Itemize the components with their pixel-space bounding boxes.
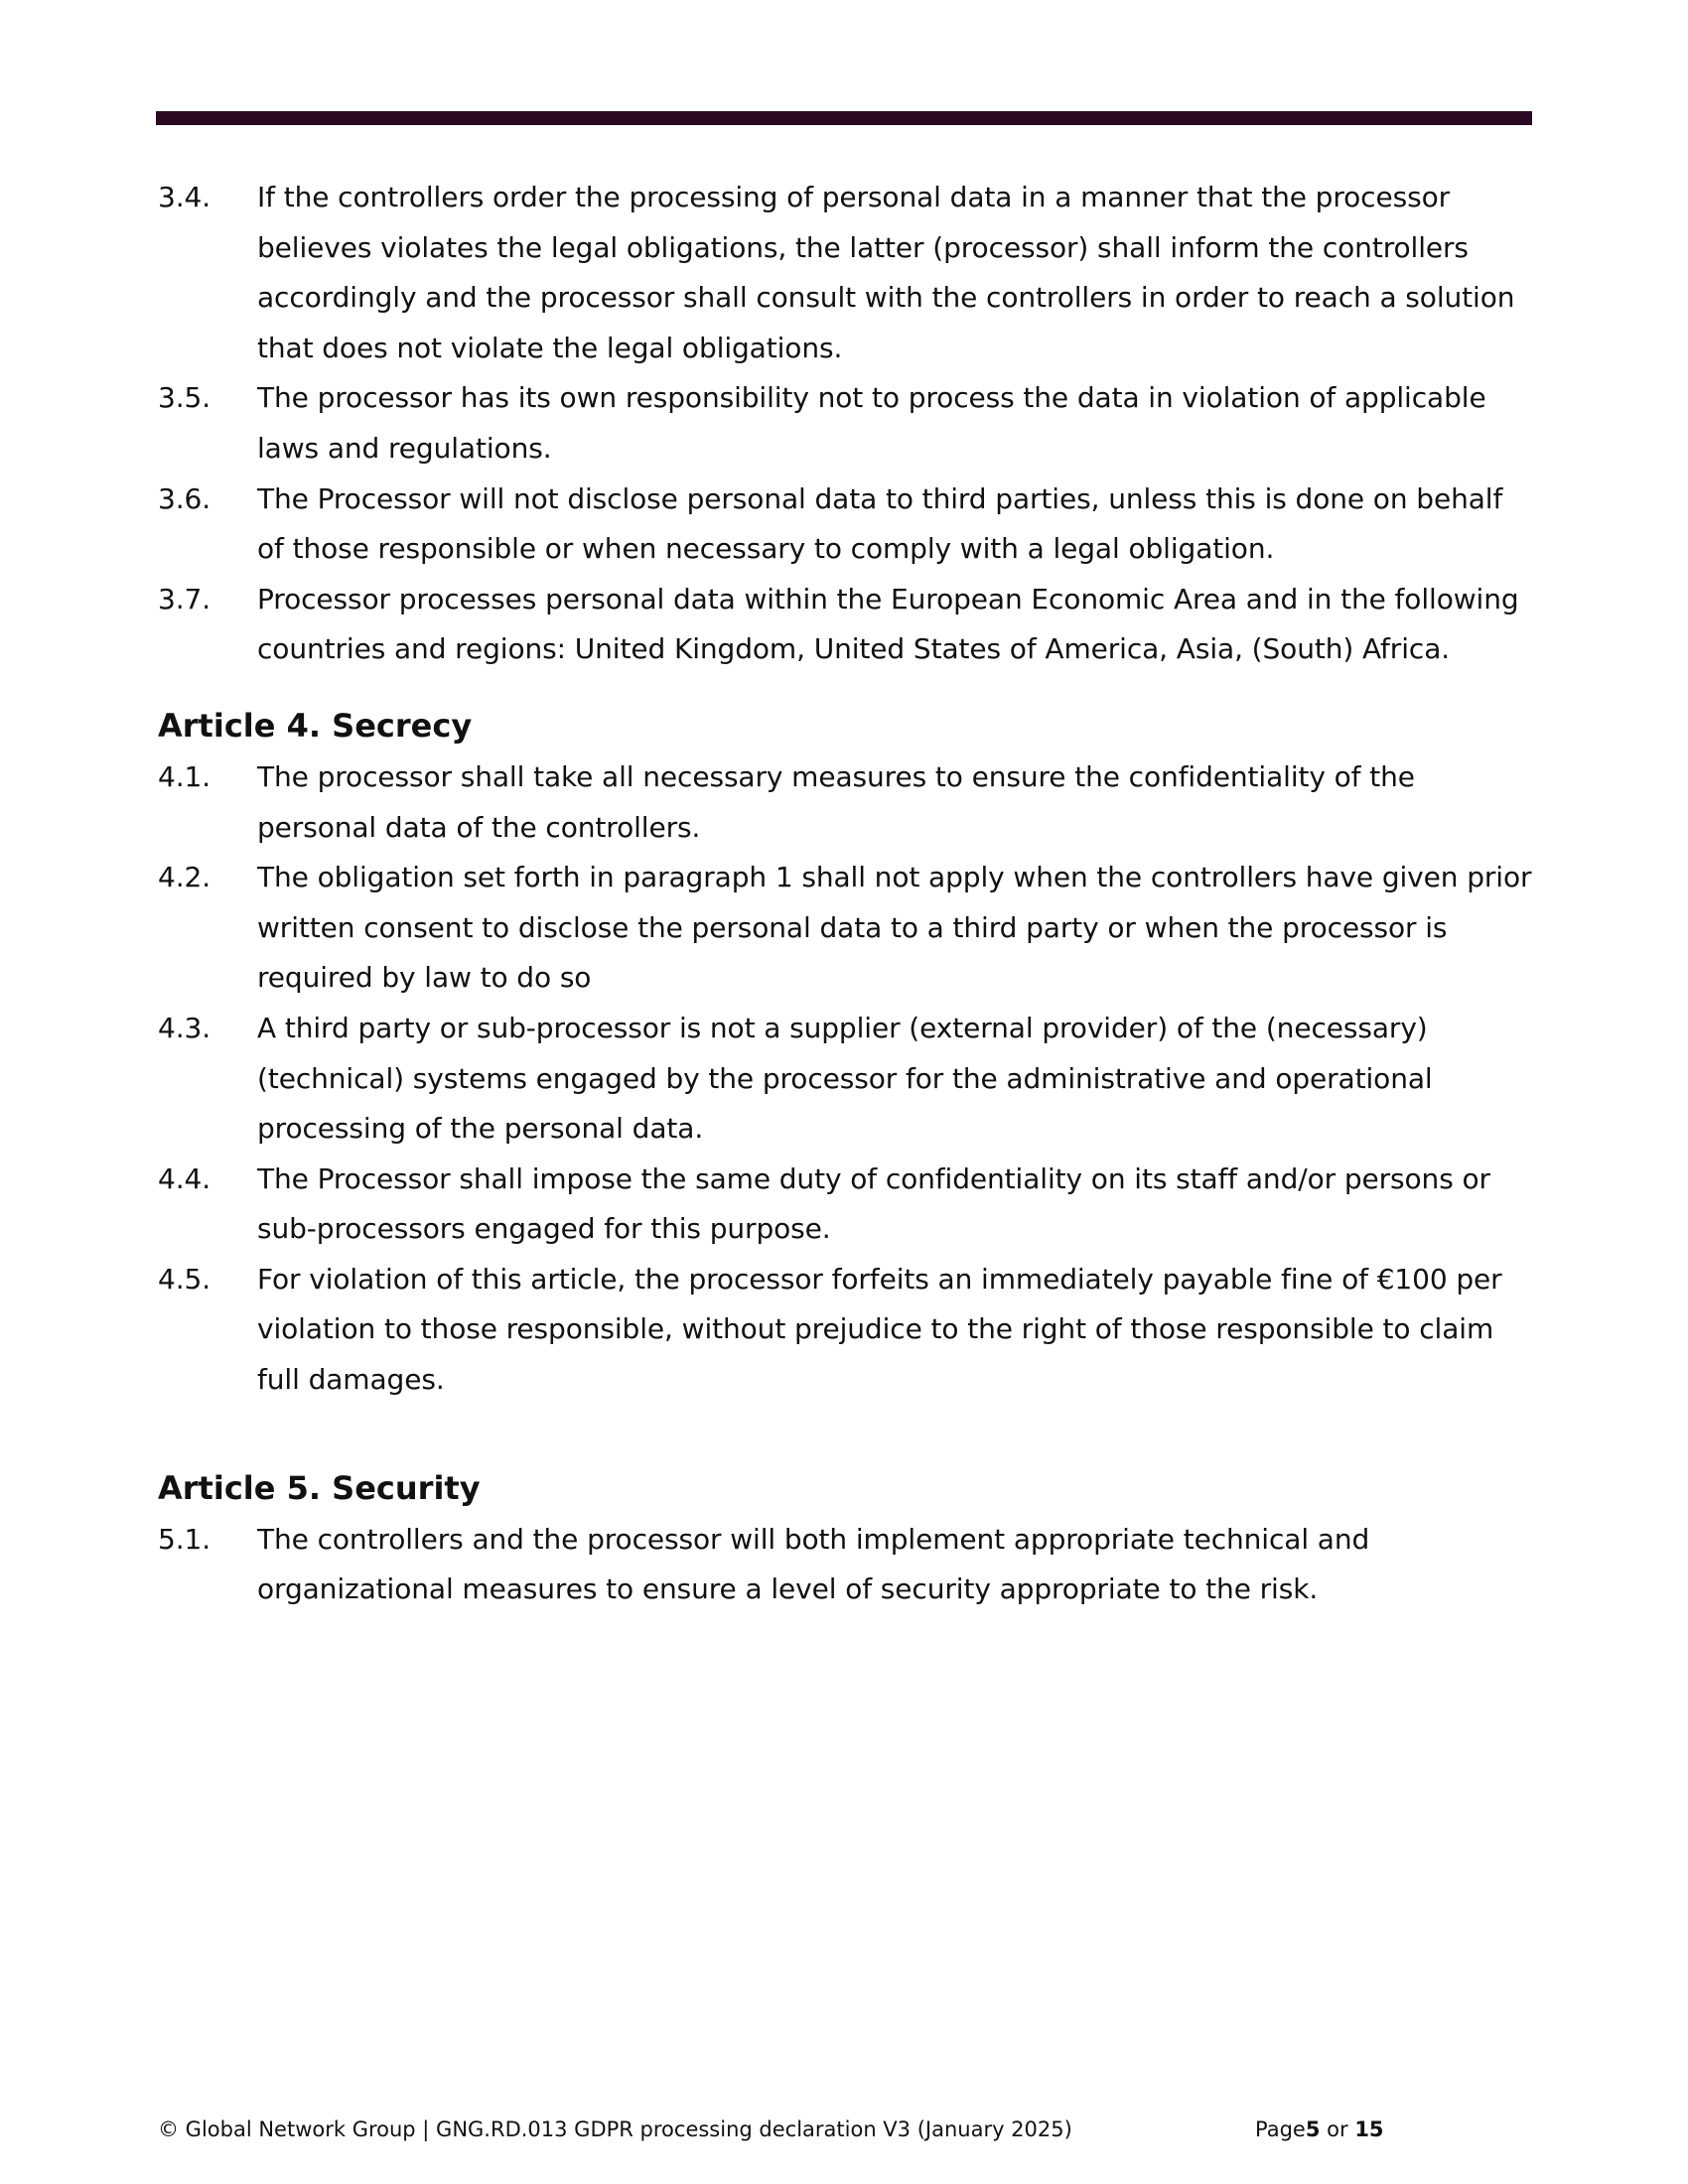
clause-4-1 bbox=[158, 752, 1532, 853]
page-current: 5 bbox=[1305, 2117, 1321, 2141]
page-separator: or bbox=[1320, 2117, 1355, 2141]
clause-4-4 bbox=[158, 1155, 1532, 1255]
clause-number: 4.3. bbox=[158, 1011, 211, 1044]
clause-text: The processor has its own responsibility not to process the data in violation of applicable laws and regulations. bbox=[257, 381, 1486, 465]
clause-text: A third party or sub-processor is not a supplier (external provider) of the (necessary) (technical) systems engaged by the processor for the administrative and operational processing of the personal data. bbox=[257, 1011, 1433, 1146]
clause-text: Processor processes personal data within the European Economic Area and in the following countries and regions: United Kingdom, United States of America, Asia, (South) Africa. bbox=[257, 582, 1519, 666]
clause-text: The processor shall take all necessary measures to ensure the confidentiality of the personal data of the controllers. bbox=[257, 759, 1415, 844]
article-4-heading: Article 4. Secrecy bbox=[158, 706, 473, 745]
article-3-section bbox=[158, 173, 1532, 675]
clause-number: 3.6. bbox=[158, 481, 211, 515]
clause-text: The Processor shall impose the same duty of confidentiality on its staff and/or persons or sub-processors engaged for this purpose. bbox=[257, 1161, 1490, 1246]
clause-text: The controllers and the processor will both implement appropriate technical and organizational measures to ensure a level of security appropriate to the risk. bbox=[257, 1522, 1370, 1606]
clause-number: 4.2. bbox=[158, 861, 211, 894]
clause-3-4 bbox=[158, 173, 1532, 373]
page-total: 15 bbox=[1354, 2117, 1384, 2141]
clause-4-2 bbox=[158, 853, 1532, 1004]
clause-number: 4.4. bbox=[158, 1161, 211, 1195]
clause-4-3 bbox=[158, 1004, 1532, 1155]
footer-copyright: © Global Network Group | GNG.RD.013 GDPR processing declaration V3 (January 2025) bbox=[158, 2117, 1072, 2141]
clause-number: 4.1. bbox=[158, 759, 211, 793]
clause-text: For violation of this article, the processor forfeits an immediately payable fine of €100 per violation to those responsible, without prejudice to the right of those responsible to claim full damages. bbox=[257, 1262, 1502, 1397]
clause-number: 4.5. bbox=[158, 1262, 211, 1296]
page-prefix: Page bbox=[1255, 2117, 1306, 2141]
page-number bbox=[1255, 2115, 1384, 2144]
clause-text: If the controllers order the processing of personal data in a manner that the processor believes violates the legal obligations, the latter (processor) shall inform the controllers accordingly and the processor shall consult with the controllers in order to reach a solution that does not violate the legal obligations. bbox=[257, 181, 1515, 364]
clause-text: The obligation set forth in paragraph 1 shall not apply when the controllers have given prior written consent to disclose the personal data to a third party or when the processor is required by law to do so bbox=[257, 861, 1532, 995]
clause-5-1 bbox=[158, 1515, 1532, 1615]
clause-4-5 bbox=[158, 1255, 1532, 1406]
clause-number: 5.1. bbox=[158, 1522, 211, 1556]
clause-3-7 bbox=[158, 575, 1532, 675]
article-5-heading: Article 5. Security bbox=[158, 1468, 481, 1507]
header-rule bbox=[156, 111, 1532, 125]
article-4-section bbox=[158, 701, 1532, 1406]
clause-number: 3.7. bbox=[158, 582, 211, 615]
clause-3-5 bbox=[158, 373, 1532, 474]
clause-3-6 bbox=[158, 475, 1532, 575]
clause-text: The Processor will not disclose personal data to third parties, unless this is done on behalf of those responsible or when necessary to comply with a legal obligation. bbox=[257, 481, 1503, 566]
article-5-section bbox=[158, 1463, 1532, 1615]
clause-number: 3.4. bbox=[158, 181, 211, 213]
clause-number: 3.5. bbox=[158, 381, 211, 415]
document-body bbox=[158, 173, 1532, 1615]
